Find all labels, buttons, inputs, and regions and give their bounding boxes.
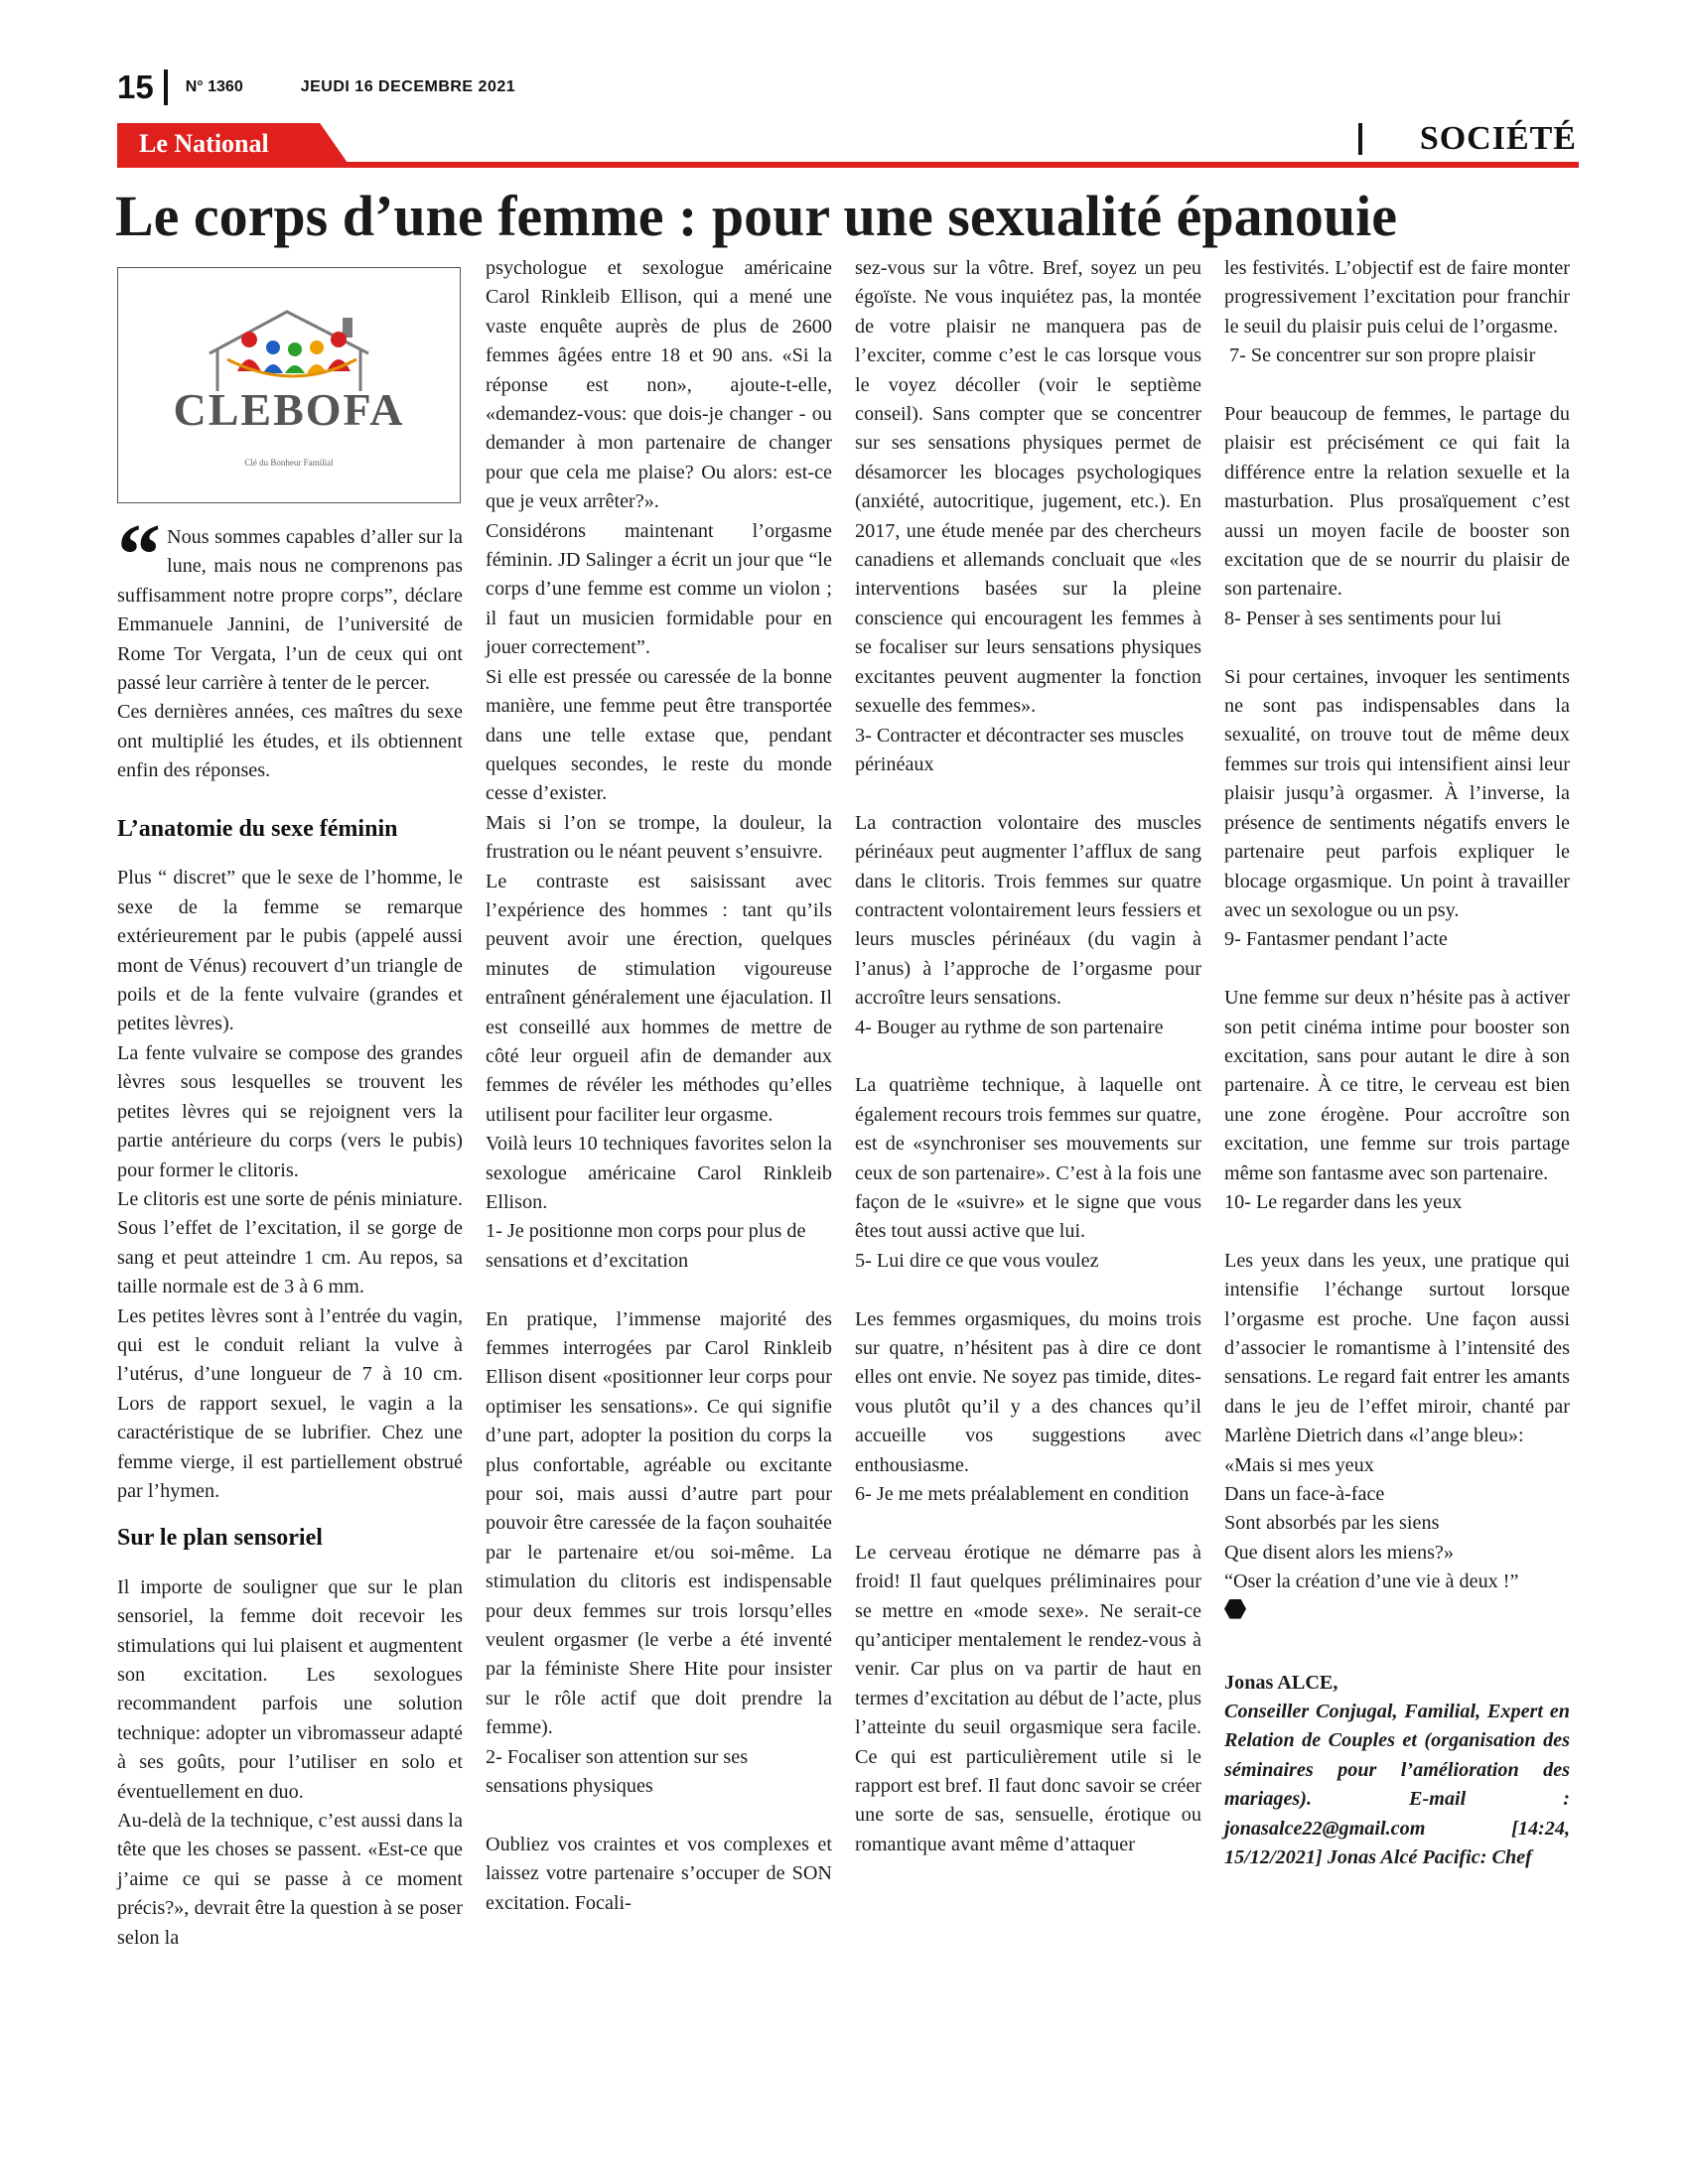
open-quote-icon: “ bbox=[117, 507, 161, 604]
quote-line: Que disent alors les miens?» bbox=[1224, 1541, 1454, 1564]
logo-wordmark: CLEBOFA bbox=[173, 384, 405, 435]
page-number: 15 bbox=[117, 68, 154, 105]
paragraph: Une femme sur deux n’hésite pas à activer son petit cinéma intime pour booster son excitation, sans pour autant le dire à son partenaire. À ce titre, le cerveau est bien une zone érogène. Pour accroître son excitation, une femme sur trois partage même son fantasme avec son partenaire. bbox=[1224, 987, 1570, 1184]
paragraph: Oubliez vos craintes et vos complexes et laissez votre partenaire s’occuper de SON excitation. Focali- bbox=[486, 1833, 832, 1914]
paragraph: Au-delà de la technique, c’est aussi dans la tête que les choses se passent. «Est-ce que j’aime ce qui se passe à ce moment précis?», devrait être la question à se poser selon la bbox=[117, 1810, 463, 1949]
closing-quote: “Oser la création d’une vie à deux !” bbox=[1224, 1570, 1519, 1593]
divider bbox=[1358, 123, 1362, 155]
tip-heading-5: 5- Lui dire ce que vous voulez bbox=[855, 1249, 1099, 1272]
subheading-anatomy: L’anatomie du sexe féminin bbox=[117, 816, 398, 843]
paragraph: Mais si l’on se trompe, la douleur, la frustration ou le néant peuvent s’ensuivre. bbox=[486, 811, 832, 864]
paragraph: Pour beaucoup de femmes, le partage du plaisir est précisément ce qui fait la différence entre la relation sexuelle et la masturbation. Plus prosaïquement c’est aussi un moyen facile de booster son excitation que de se nourrir du plaisir de son partenaire. bbox=[1224, 403, 1570, 601]
article-column-3 bbox=[855, 254, 1201, 1859]
tip-heading-8: 8- Penser à ses sentiments pour lui bbox=[1224, 607, 1502, 629]
paragraph: Les petites lèvres sont à l’entrée du vagin, qui est le conduit reliant la vulve à l’utérus, d’une longueur de 7 à 10 cm. Lors de rapport sexuel, le vagin a la caractéristique de se lubrifier. Chez une femme vierge, il est partiellement obstrué par l’hymen. bbox=[117, 1304, 463, 1502]
paragraph: les festivités. L’objectif est de faire monter progressivement l’excitation pour franchir le seuil du plaisir puis celui de l’orgasme. bbox=[1224, 257, 1570, 338]
tip-heading-3: 3- Contracter et décontracter ses muscles périnéaux bbox=[855, 724, 1185, 775]
section-heading bbox=[1358, 117, 1577, 161]
paragraph: Les femmes orgasmiques, du moins trois sur quatre, n’hésitent pas à dire ce dont elles ont envie. Ne soyez pas timide, dites-vous plutôt qu’il y a des chances qu’il accueille vos suggestions avec enthousiasme. bbox=[855, 1307, 1201, 1476]
paragraph: Si elle est pressée ou caressée de la bonne manière, une femme peut être transportée dans une telle extase que, pendant quelques secondes, le reste du monde cesse d’exister. bbox=[486, 665, 832, 805]
red-rule bbox=[117, 162, 1579, 168]
tip-heading-2: 2- Focaliser son attention sur ses sensations physiques bbox=[486, 1745, 749, 1798]
tip-heading-10: 10- Le regarder dans les yeux bbox=[1224, 1190, 1463, 1213]
tip-heading-1: 1- Je positionne mon corps pour plus de sensations et d’excitation bbox=[486, 1220, 806, 1272]
subheading-sensory: Sur le plan sensoriel bbox=[117, 1525, 323, 1552]
issue-date: JEUDI 16 DECEMBRE 2021 bbox=[300, 78, 516, 95]
article-title: Le corps d’une femme : pour une sexualité épanouie bbox=[115, 184, 1398, 248]
paragraph: Le contraste est saisissant avec l’expérience des hommes : tant qu’ils peuvent avoir une érection, quelques minutes de stimulation vigoureuse entraînent généralement une éjaculation. Il est conseillé aux hommes de mettre de côté leur orgueil afin de demander aux femmes de révéler les méthodes qu’elles utilisent pour faciliter leur orgasme. bbox=[486, 870, 832, 1126]
paragraph: La quatrième technique, à laquelle ont également recours trois femmes sur quatre, est de «synchroniser ses mouvements sur ceux de son partenaire». C’est à la fois une façon de le «suivre» et le signe que vous êtes tout aussi active que lui. bbox=[855, 1074, 1201, 1243]
logo-tagline: Clé du Bonheur Familial bbox=[244, 458, 334, 468]
tip-heading-4: 4- Bouger au rythme de son partenaire bbox=[855, 1016, 1164, 1038]
divider bbox=[164, 69, 168, 105]
author-credentials: Conseiller Conjugal, Familial, Expert en Relation de Couples et (organisation des séminaires pour l’amélioration des mariages). E-mail : jonasalce22@gmail.com [14:24, 15/12/2021] Jonas Alcé Pacific: Chef bbox=[1224, 1701, 1570, 1869]
article-column-4 bbox=[1224, 254, 1570, 1872]
author-name: Jonas ALCE, bbox=[1224, 1671, 1338, 1694]
quote-line: Sont absorbés par les siens bbox=[1224, 1512, 1440, 1535]
section-label: SOCIÉTÉ bbox=[1419, 120, 1577, 157]
tip-heading-9: 9- Fantasmer pendant l’acte bbox=[1224, 928, 1448, 951]
paragraph: La fente vulvaire se compose des grandes lèvres sous lesquelles se trouvent les petites lèvres qui se rejoignent vers la partie antérieure du corps (vers le pubis) pour former le clitoris. bbox=[117, 1041, 463, 1181]
paragraph: Les yeux dans les yeux, une pratique qui intensifie l’échange surtout lorsque l’orgasme est proche. Une façon aussi d’associer le romantisme à l’intensité des sensations. Le regard fait entrer les amants dans le jeu de l’effet miroir, chanté par Marlène Dietrich dans «l’ange bleu»: bbox=[1224, 1249, 1570, 1447]
issue-number: N° 1360 bbox=[185, 78, 243, 95]
publication-name: Le National bbox=[139, 129, 269, 158]
quote-line: «Mais si mes yeux bbox=[1224, 1453, 1374, 1476]
tip-heading-6: 6- Je me mets préalablement en condition bbox=[855, 1483, 1190, 1506]
paragraph: Le cerveau érotique ne démarre pas à froid! Il faut quelques préliminaires pour se mettre en «mode sexe». Ne serait-ce qu’anticiper mentalement le rendez-vous à venir. Car plus on va partir de haut en termes d’excitation au début de l’acte, plus l’atteinte du seuil orgasmique sera facile. Ce qui est particulièrement utile si le rapport est bref. Il faut donc savoir se créer une sorte de sas, sensuelle, érotique ou romantique avant même d’attaquer bbox=[855, 1541, 1201, 1855]
tip-heading-7: 7- Se concentrer sur son propre plaisir bbox=[1224, 344, 1536, 367]
lead-paragraph: “ Nous sommes capables d’aller sur la lune, mais nous ne comprenons pas suffisamment notre propre corps”, déclare Emmanuele Jannini, de l’université de Rome Tor Vergata, l’un de ceux qui ont passé leur carrière à tenter de le percer. bbox=[117, 507, 463, 695]
paragraph: psychologue et sexologue américaine Carol Rinkleib Ellison, qui a mené une vaste enquête auprès de plus de 2600 femmes âgées entre 18 et 90 ans. «Si la réponse est non», ajoute-t-elle, «demandez-vous: que dois-je changer - ou demander à mon partenaire de changer pour que cela me plaise? Ou alors: est-ce que je veux arrêter?». bbox=[486, 257, 832, 513]
paragraph: Voilà leurs 10 techniques favorites selon la sexologue américaine Carol Rinkleib Ellison. bbox=[486, 1133, 832, 1213]
paragraph: Plus “ discret” que le sexe de l’homme, le sexe de la femme se remarque extérieurement par le pubis (appelé aussi mont de Vénus) recouvert d’un triangle de poils et de la fente vulvaire (grandes et petites lèvres). bbox=[117, 867, 463, 1035]
article-column-1 bbox=[117, 263, 463, 1953]
paragraph: sez-vous sur la vôtre. Bref, soyez un peu égoïste. Ne vous inquiétez pas, la montée de votre plaisir ne manquera pas de l’exciter, comme c’est le cas lorsque vous le voyez décoller (voir le septième conseil). Sans compter que se concentrer sur ses sensations physiques permet de désamorcer les blocages psychologiques (anxiété, autocritique, jugement, etc.). En 2017, une étude menée par des chercheurs canadiens et allemands concluait que «les interventions basées sur la pleine conscience qui encouragent les femmes à se focaliser sur leurs sensations physiques excitantes peuvent augmenter la fonction sexuelle des femmes». bbox=[855, 257, 1201, 718]
end-mark-icon bbox=[1224, 1599, 1246, 1619]
paragraph: En pratique, l’immense majorité des femmes interrogées par Carol Rinkleib Ellison disent «positionner leur corps pour optimiser les sensations». Ce qui signifie d’une part, adopter la position du corps la plus confortable, agréable ou excitante pour soi, mais aussi d’autre part pour pouvoir être caressée de la façon souhaitée par le partenaire et/ou soi-même. La stimulation du clitoris est indispensable pour deux femmes sur trois lorsqu’elles veulent orgasmer (le verbe a été inventé par la féministe Shere Hite pour insister sur le rôle actif que doit prendre la femme). bbox=[486, 1307, 832, 1739]
paragraph: Si pour certaines, invoquer les sentiments ne sont pas indispensables dans la sexualité, on trouve tout de même deux femmes sur trois qui intensifient ainsi leur plaisir jusqu’à orgasmer. À l’inverse, la présence de sentiments négatifs envers le partenaire peut parfois expliquer le blocage orgasmique. Un point à travailler avec un sexologue ou un psy. bbox=[1224, 665, 1570, 921]
paragraph: Il importe de souligner que sur le plan sensoriel, la femme doit recevoir les stimulations qui lui plaisent et augmentent son excitation. Les sexologues recommandent parfois une solution technique: adopter un vibromasseur adapté à ses goûts, pour l’utiliser en solo et éventuellement en duo. bbox=[117, 1575, 463, 1803]
paragraph: Considérons maintenant l’orgasme féminin. JD Salinger a écrit un jour que “le corps d’une femme est comme un violon ; il faut un musicien formidable pour en jouer correctement”. bbox=[486, 519, 832, 659]
top-bar bbox=[117, 68, 515, 107]
clebofa-logo bbox=[117, 267, 461, 503]
paragraph: Le clitoris est une sorte de pénis miniature. Sous l’effet de l’excitation, il se gorge de sang et peut atteindre 1 cm. Au repos, sa taille normale est de 3 à 6 mm. bbox=[117, 1187, 463, 1298]
paragraph: La contraction volontaire des muscles périnéaux peut augmenter l’afflux de sang dans le clitoris. Trois femmes sur quatre contractent volontairement leurs fessiers et leurs muscles périnéaux (du vagin à l’anus) à l’approche de l’orgasme pour accroître leurs sensations. bbox=[855, 811, 1201, 1010]
article-column-2 bbox=[486, 254, 832, 1918]
quote-line: Dans un face-à-face bbox=[1224, 1483, 1385, 1505]
paragraph: Ces dernières années, ces maîtres du sexe ont multiplié les études, et ils obtiennent enfin des réponses. bbox=[117, 701, 463, 782]
